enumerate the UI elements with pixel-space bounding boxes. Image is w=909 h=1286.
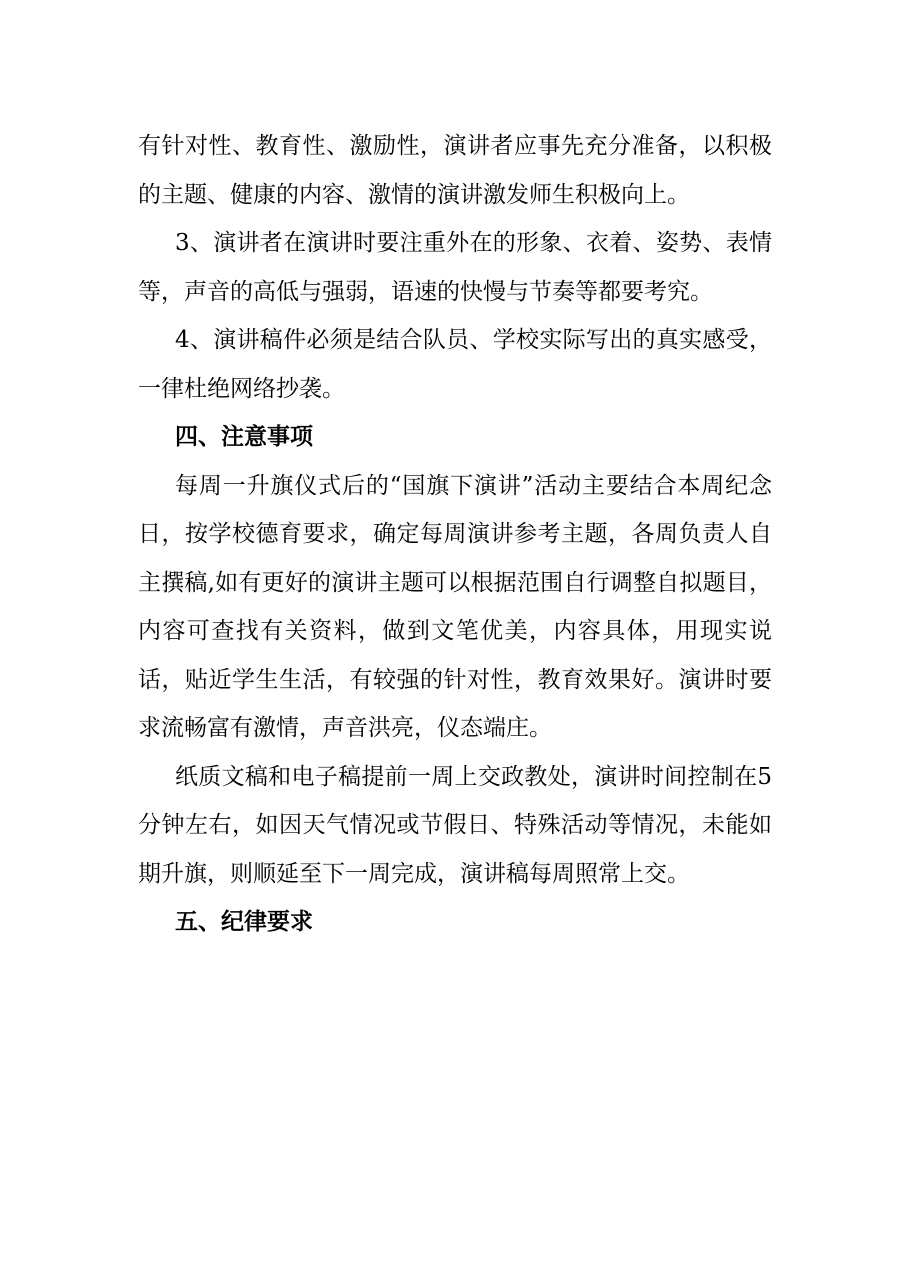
section-heading-discipline: 五、纪律要求: [175, 909, 313, 935]
paragraph-notes-body: 每周一升旗仪式后的“国旗下演讲”活动主要结合本周纪念日，按学校德育要求，确定每周演讲参考主题，各周负责人自主撰稿,如有更好的演讲主题可以根据范围自行调整自拟题目，内容可查找有关资料，做到文笔优美，内容具体，用现实说话，贴近学生生活，有较强的针对性，教育效果好。演讲时要求流畅富有激情，声音洪亮，仪态端庄。: [138, 472, 772, 741]
paragraph-item-3: 3、演讲者在演讲时要注重外在的形象、衣着、姿势、表情等，声音的高低与强弱，语速的快慢与节奏等都要考究。: [138, 230, 772, 305]
paragraph-intro-continuation: 有针对性、教育性、激励性，演讲者应事先充分准备，以积极的主题、健康的内容、激情的演讲激发师生积极向上。: [138, 133, 772, 208]
document-body: [138, 122, 772, 947]
paragraph-submission: 纸质文稿和电子稿提前一周上交政教处，演讲时间控制在5分钟左右，如因天气情况或节假日、特殊活动等情况，未能如期升旗，则顺延至下一周完成，演讲稿每周照常上交。: [138, 763, 772, 887]
section-heading-notes: 四、注意事项: [175, 424, 313, 450]
paragraph-item-4: 4、演讲稿件必须是结合队员、学校实际写出的真实感受，一律杜绝网络抄袭。: [138, 327, 772, 402]
